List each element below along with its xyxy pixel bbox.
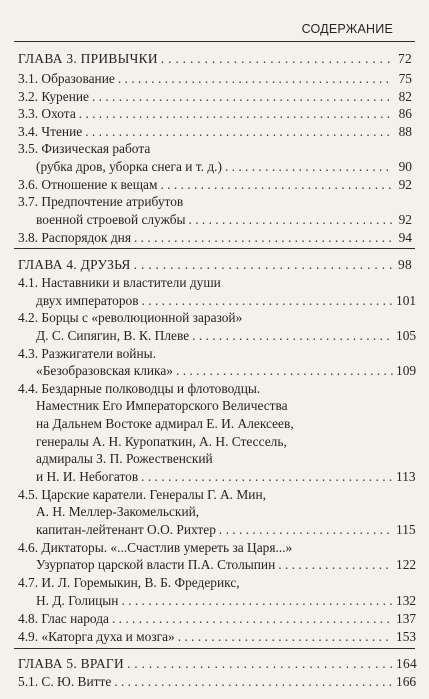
toc-page-number: 166 [396, 674, 417, 689]
dot-leader [134, 256, 393, 274]
dot-leader [141, 468, 393, 486]
dot-leader [85, 123, 393, 141]
dot-leader [92, 88, 393, 106]
toc-page-number: 115 [396, 522, 416, 537]
running-header: СОДЕРЖАНИЕ [301, 22, 393, 36]
toc-entry-title: адмиралы З. П. Рожественский [36, 451, 213, 466]
toc-entry [18, 539, 292, 557]
toc-entry [18, 610, 417, 628]
toc-entry [18, 193, 183, 211]
toc-entry [36, 556, 417, 574]
dot-leader [189, 211, 393, 229]
toc-entry-title: А. Н. Меллер-Закомельский, [36, 504, 200, 519]
toc-page-number: 122 [396, 557, 417, 572]
toc-page-number: 105 [396, 328, 417, 343]
dot-leader [118, 70, 393, 88]
toc-entry [18, 105, 412, 123]
toc-page-number: 90 [398, 159, 412, 174]
toc-page-number: 98 [398, 257, 412, 272]
dot-leader [278, 556, 393, 574]
dot-leader [134, 229, 393, 247]
toc-entry-title: на Дальнем Востоке адмирал Е. И. Алексеев, [36, 416, 294, 431]
toc-entry [36, 327, 417, 345]
toc-entry-title: 3.3. Охота [18, 106, 76, 121]
toc-entry [36, 468, 416, 486]
toc-chapter-heading [18, 655, 417, 673]
toc-page-number: 88 [398, 124, 412, 139]
toc-entry [18, 229, 412, 247]
toc-entry [36, 450, 213, 468]
dot-leader [225, 158, 393, 176]
toc-entry-title: 4.5. Царские каратели. Генералы Г. А. Мин, [18, 487, 266, 502]
toc-entry-title: 3.4. Чтение [18, 124, 83, 139]
toc-entry-title: 3.7. Предпочтение атрибутов [18, 194, 184, 209]
chapter-separator-rule [14, 648, 415, 649]
toc-entry-title: 3.8. Распорядок дня [18, 230, 131, 245]
dot-leader [161, 50, 393, 68]
toc-entry [36, 433, 287, 451]
toc-entry [18, 176, 412, 194]
toc-entry-title: ГЛАВА 4. ДРУЗЬЯ [18, 257, 131, 272]
toc-entry-title: 4.7. И. Л. Горемыкин, В. Б. Фредерикс, [18, 575, 240, 590]
toc-entry-title: Н. Д. Голицын [36, 593, 119, 608]
toc-entry [36, 415, 294, 433]
toc-entry [18, 309, 242, 327]
toc-entry [36, 292, 417, 310]
dot-leader [79, 105, 393, 123]
dot-leader [176, 362, 393, 380]
toc-entry [36, 521, 416, 539]
toc-entry [18, 574, 240, 592]
dot-leader [121, 592, 393, 610]
toc-entry [18, 673, 417, 691]
toc-entry-title: военной строевой службы [36, 212, 186, 227]
toc-page-number: 153 [396, 629, 417, 644]
toc-entry [36, 211, 412, 229]
toc-entry-title: и Н. И. Небогатов [36, 469, 139, 484]
toc-page-number: 109 [396, 363, 417, 378]
toc-page-number: 92 [398, 212, 412, 227]
toc-entry [18, 88, 412, 106]
toc-page-number: 137 [396, 611, 417, 626]
toc-chapter-heading [18, 50, 412, 68]
toc-entry-title: ГЛАВА 3. ПРИВЫЧКИ [18, 51, 158, 66]
toc-entry-title: капитан-лейтенант О.О. Рихтер [36, 522, 216, 537]
dot-leader [114, 673, 393, 691]
toc-entry-title: двух императоров [36, 293, 139, 308]
dot-leader [178, 628, 393, 646]
toc-entry [18, 70, 412, 88]
toc-entry-title: 4.2. Борцы с «революционной заразой» [18, 310, 243, 325]
toc-entry [18, 486, 266, 504]
toc-entry-title: 4.6. Диктаторы. «...Счастлив умереть за Царя...» [18, 540, 293, 555]
toc-entry [36, 158, 412, 176]
chapter-separator-rule [14, 248, 415, 249]
toc-entry-title: 4.3. Разжигатели войны. [18, 346, 156, 361]
toc-entry-title: 4.9. «Каторга духа и мозга» [18, 629, 175, 644]
toc-page-number: 101 [396, 293, 417, 308]
toc-page-number: 164 [396, 656, 417, 671]
toc-entry [18, 380, 260, 398]
toc-page-number: 113 [396, 469, 416, 484]
toc-entry [18, 628, 417, 646]
toc-chapter-heading [18, 256, 412, 274]
toc-entry-title: 4.8. Глас народа [18, 611, 109, 626]
toc-entry [18, 274, 221, 292]
toc-entry-title: Наместник Его Императорского Величества [36, 398, 288, 413]
toc-page-number: 82 [398, 89, 412, 104]
toc-entry-title: 4.1. Наставники и властители души [18, 275, 221, 290]
toc-entry [36, 503, 199, 521]
toc-entry [36, 592, 417, 610]
toc-entry-title: 3.5. Физическая работа [18, 141, 151, 156]
toc-entry-title: Узурпатор царской власти П.А. Столыпин [36, 557, 276, 572]
toc-entry [36, 397, 288, 415]
toc-entry-title: генералы А. Н. Куропаткин, А. Н. Стессель, [36, 434, 287, 449]
toc-entry-title: (рубка дров, уборка снега и т. д.) [36, 159, 222, 174]
toc-entry [36, 362, 417, 380]
toc-page-number: 75 [398, 71, 412, 86]
dot-leader [192, 327, 393, 345]
toc-entry-title: 3.2. Курение [18, 89, 89, 104]
dot-leader [127, 655, 393, 673]
dot-leader [112, 610, 393, 628]
dot-leader [142, 292, 393, 310]
toc-page-number: 72 [398, 51, 412, 66]
toc-entry [18, 123, 412, 141]
toc-entry-title: ГЛАВА 5. ВРАГИ [18, 656, 124, 671]
toc-page-number: 92 [398, 177, 412, 192]
dot-leader [219, 521, 393, 539]
toc-entry-title: «Безобразовская клика» [36, 363, 173, 378]
toc-page-number: 86 [398, 106, 412, 121]
dot-leader [160, 176, 393, 194]
toc-entry-title: 3.1. Образование [18, 71, 115, 86]
toc-page-number: 94 [398, 230, 412, 245]
toc-entry-title: 5.1. С. Ю. Витте [18, 674, 112, 689]
toc-entry [18, 140, 150, 158]
toc-entry-title: 4.4. Бездарные полководцы и флотоводцы. [18, 381, 261, 396]
toc-page-number: 132 [396, 593, 417, 608]
toc-entry-title: 3.6. Отношение к вещам [18, 177, 158, 192]
toc-entry-title: Д. С. Сипягин, В. К. Плеве [36, 328, 190, 343]
top-rule [14, 41, 415, 42]
toc-entry [18, 345, 156, 363]
